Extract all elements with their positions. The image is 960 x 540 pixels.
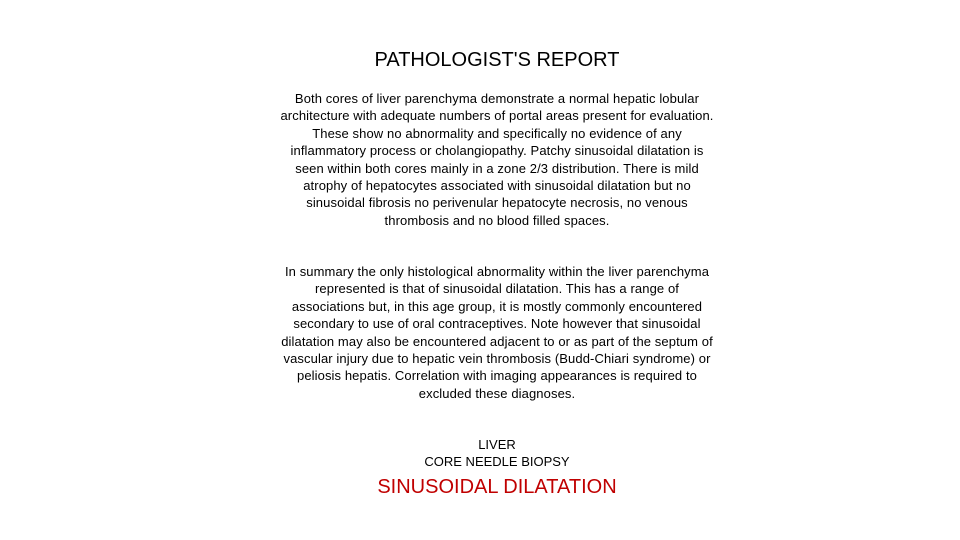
report-paragraph-findings: Both cores of liver parenchyma demonstrate a normal hepatic lobular architecture with adequate numbers of portal areas present for evaluation. These show no abnormality and specifically no evidence of any inflammatory process or cholangiopathy. Patchy sinusoidal dilatation is seen within both cores mainly in a zone 2/3 distribution. There is mild atrophy of hepatocytes associated with sinusoidal dilatation but no sinusoidal fibrosis no perivenular hepatocyte necrosis, no venous thrombosis and no blood filled spaces. [280, 91, 714, 228]
specimen-block [0, 436, 960, 500]
diagnosis-label: SINUSOIDAL DILATATION [377, 476, 617, 498]
specimen-procedure: CORE NEEDLE BIOPSY [424, 454, 570, 469]
report-title: PATHOLOGIST'S REPORT [374, 49, 620, 71]
report-paragraph-summary: In summary the only histological abnormality within the liver parenchyma represented is that of sinusoidal dilatation. This has a range of associations but, in this age group, it is mostly commonly encountered secondary to use of oral contraceptives. Note however that sinusoidal dilatation may also be encountered adjacent to or as part of the septum of vascular injury due to hepatic vein thrombosis (Budd-Chiari syndrome) or peliosis hepatis. Correlation with imaging appearances is required to excluded these diagnoses. [281, 264, 713, 401]
specimen-organ: LIVER [478, 437, 516, 452]
